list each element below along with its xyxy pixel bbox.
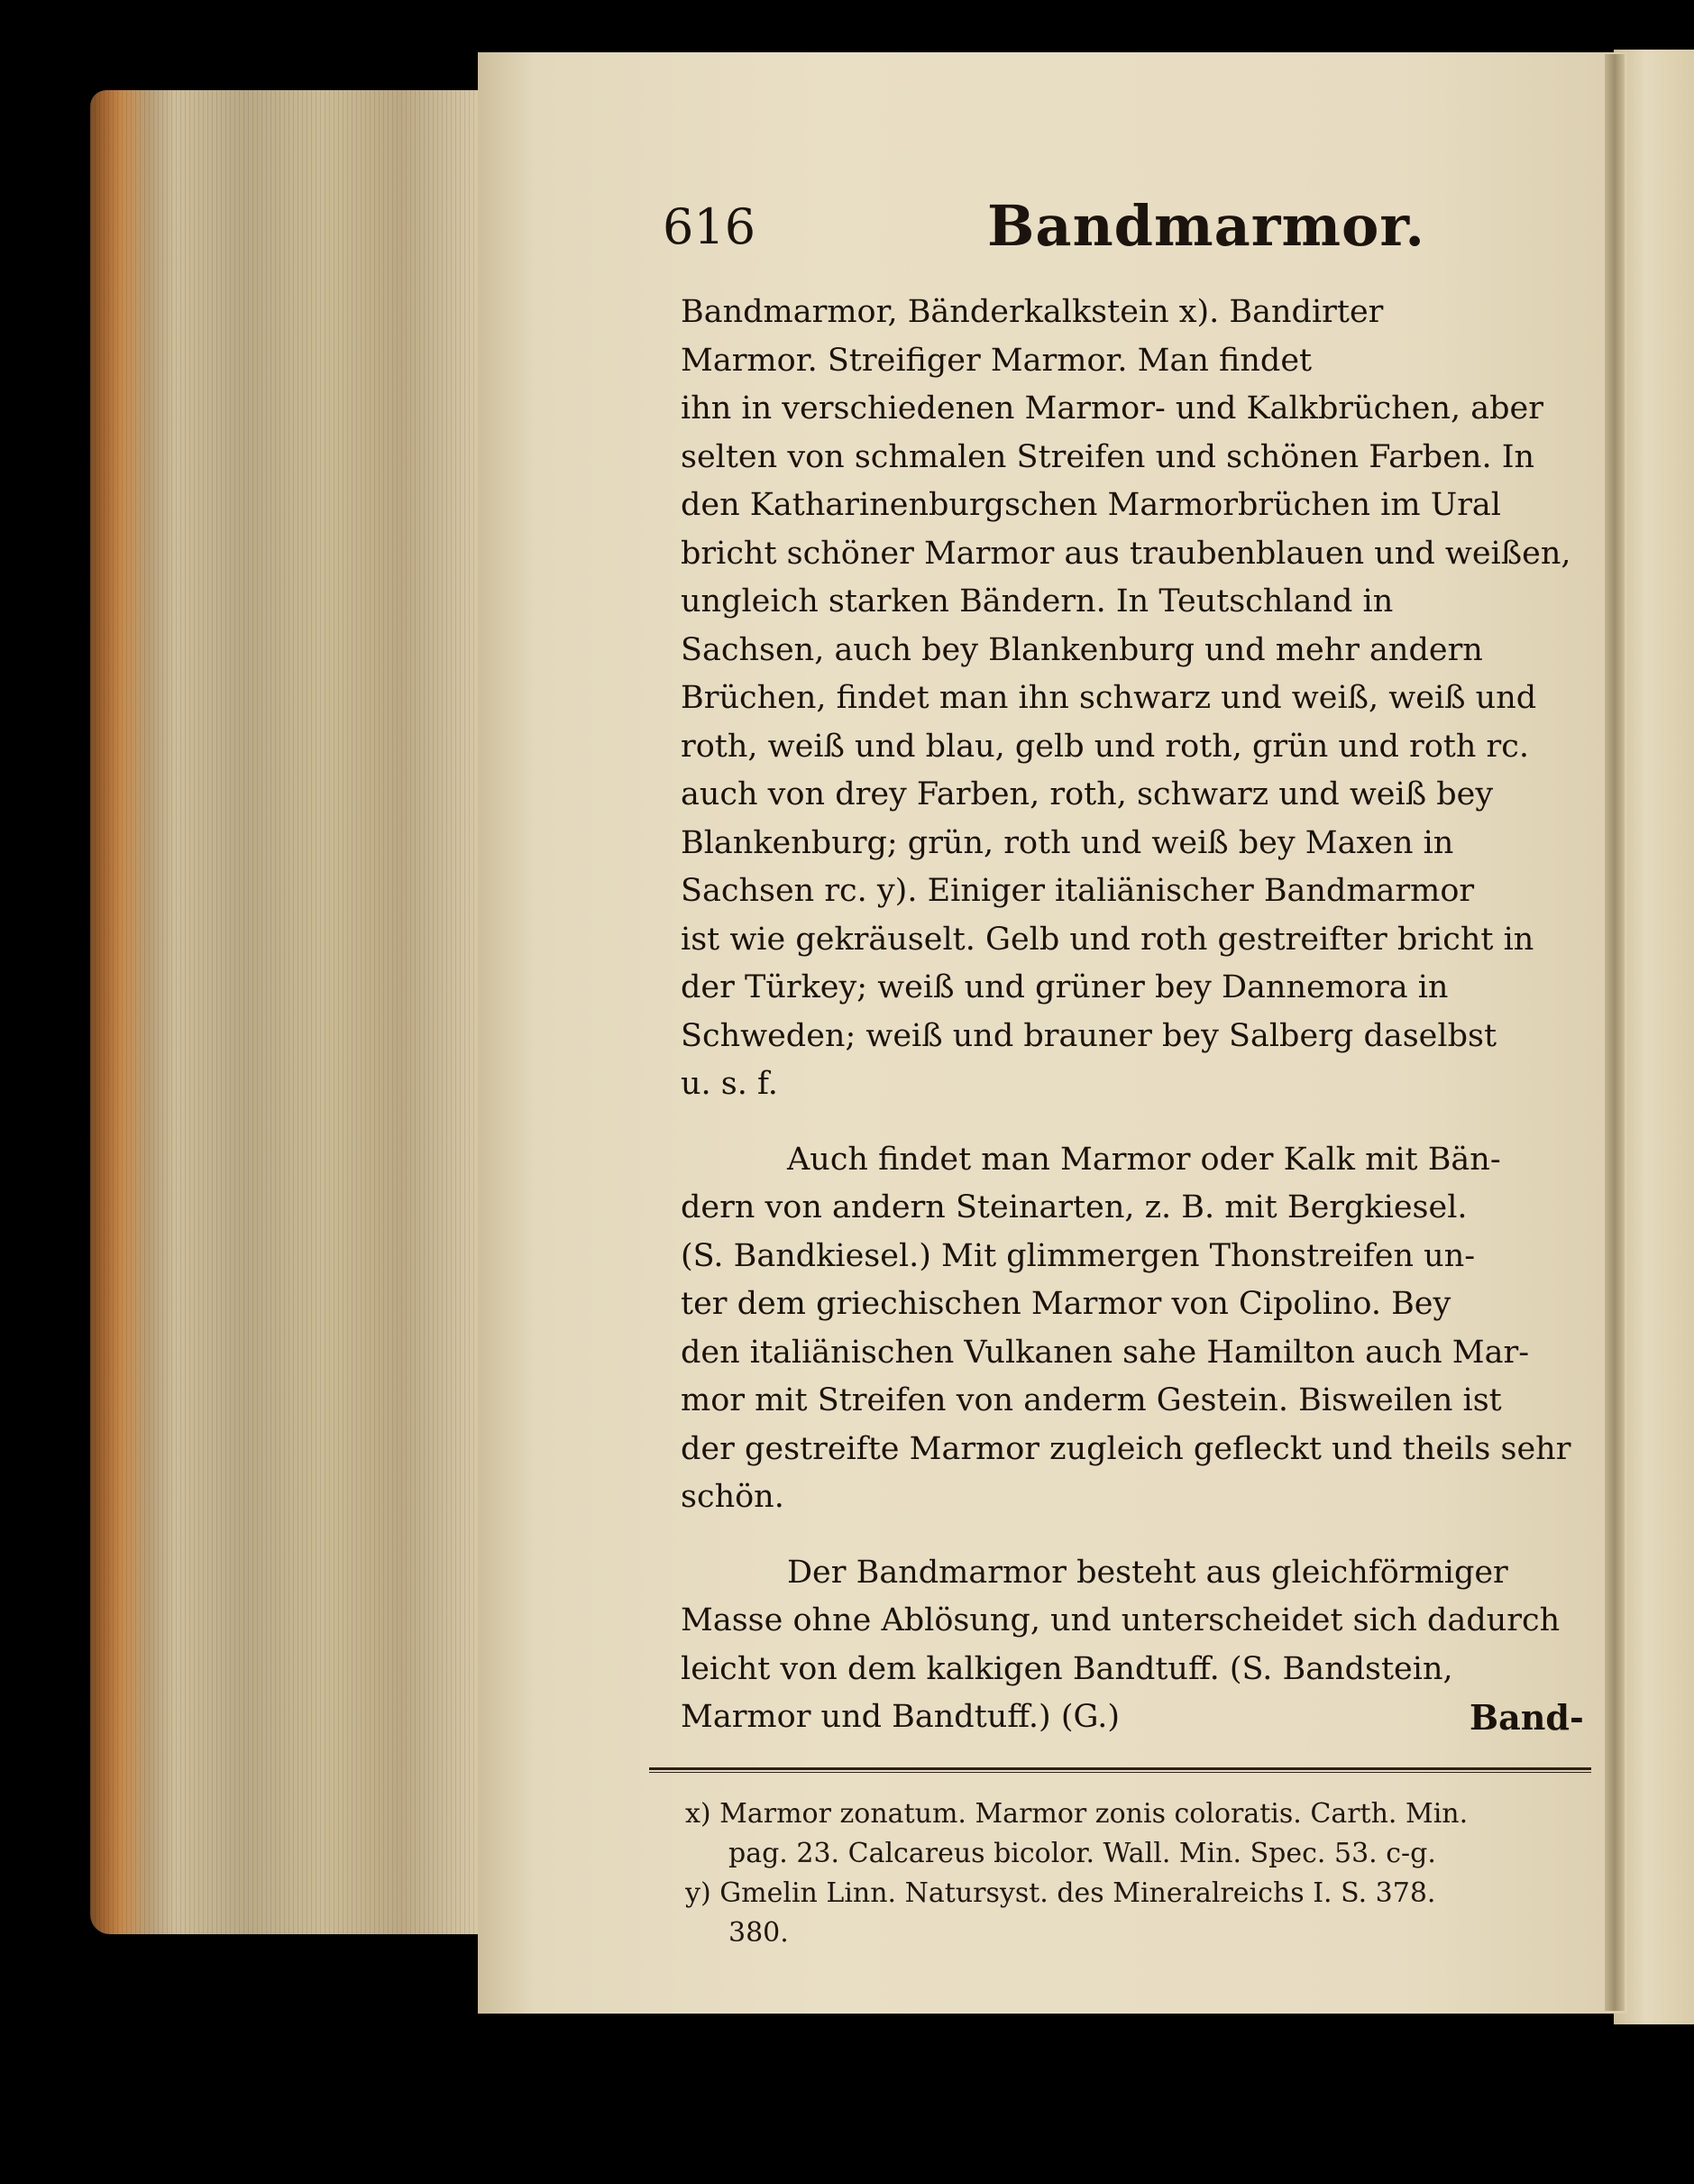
footnote-x-continued: pag. 23. Calcareus bicolor. Wall. Min. Spec. 53. c-g. xyxy=(728,1838,1436,1869)
text-line: (S. Bandkiesel.) Mit glimmergen Thonstreifen un- xyxy=(681,1237,1476,1274)
text-line: ist wie gekräuselt. Gelb und roth gestreifter bricht in xyxy=(681,921,1534,958)
text-line: Bandmarmor, Bänderkalkstein x). Bandirter xyxy=(681,294,1384,330)
page-block-edge xyxy=(90,90,478,1934)
paragraph-2 xyxy=(681,1136,1591,1522)
text-line: leicht von dem kalkigen Bandtuff. (S. Bandstein, xyxy=(681,1650,1453,1687)
text-line: Blankenburg; grün, roth und weiß bey Maxen in xyxy=(681,824,1454,861)
page-header xyxy=(663,193,1600,271)
text-line: dern von andern Steinarten, z. B. mit Bergkiesel. xyxy=(681,1189,1468,1225)
body-text xyxy=(681,289,1591,1742)
text-line: ungleich starken Bändern. In Teutschland in xyxy=(681,583,1394,619)
footnote-rule xyxy=(649,1767,1591,1770)
running-head: Bandmarmor. xyxy=(987,193,1425,259)
text-line: Marmor. Streifiger Marmor. Man findet xyxy=(681,342,1313,379)
text-line: ter dem griechischen Marmor von Cipolino. Bey xyxy=(681,1286,1451,1322)
catchword: Band- xyxy=(1470,1697,1584,1738)
footnote-y-continued: 380. xyxy=(728,1917,789,1949)
text-line: bricht schöner Marmor aus traubenblauen und weißen, xyxy=(681,535,1571,572)
text-line: mor mit Streifen von anderm Gestein. Bisweilen ist xyxy=(681,1382,1502,1418)
page-number: 616 xyxy=(663,198,756,255)
text-line: Der Bandmarmor besteht aus gleichförmiger xyxy=(787,1554,1508,1591)
paragraph-1 xyxy=(681,289,1591,1109)
text-line: selten von schmalen Streifen und schönen Farben. In xyxy=(681,438,1535,475)
footnote-x: x) Marmor zonatum. Marmor zonis coloratis. Carth. Min. xyxy=(685,1798,1469,1830)
text-line: Auch findet man Marmor oder Kalk mit Bän- xyxy=(787,1141,1501,1178)
text-line: Masse ohne Ablösung, und unterscheidet sich dadurch xyxy=(681,1602,1561,1638)
book-gutter xyxy=(1605,54,1625,2011)
text-line: auch von drey Farben, roth, schwarz und weiß bey xyxy=(681,776,1494,812)
footnote-rule-thin xyxy=(649,1772,1591,1773)
footnote-y: y) Gmelin Linn. Natursyst. des Mineralreichs I. S. 378. xyxy=(685,1877,1436,1909)
text-line: roth, weiß und blau, gelb und roth, grün und roth rc. xyxy=(681,728,1529,765)
text-line: ihn in verschiedenen Marmor- und Kalkbrüchen, aber xyxy=(681,390,1543,427)
text-line: Schweden; weiß und brauner bey Salberg daselbst xyxy=(681,1017,1497,1054)
text-line: Marmor und Bandtuff.) (G.) xyxy=(681,1699,1120,1735)
paragraph-3 xyxy=(681,1549,1591,1742)
footnotes xyxy=(685,1794,1596,1953)
text-line: u. s. f. xyxy=(681,1066,778,1102)
text-line: der Türkey; weiß und grüner bey Dannemora in xyxy=(681,969,1449,1005)
text-line: den italiänischen Vulkanen sahe Hamilton auch Mar- xyxy=(681,1334,1530,1371)
text-line: Sachsen, auch bey Blankenburg und mehr andern xyxy=(681,631,1483,668)
text-line: den Katharinenburgschen Marmorbrüchen im Ural xyxy=(681,487,1501,523)
text-line: der gestreifte Marmor zugleich gefleckt und theils sehr xyxy=(681,1430,1571,1467)
text-line: Sachsen rc. y). Einiger italiänischer Bandmarmor xyxy=(681,873,1475,909)
text-line: schön. xyxy=(681,1479,784,1515)
text-line: Brüchen, findet man ihn schwarz und weiß, weiß und xyxy=(681,680,1537,716)
